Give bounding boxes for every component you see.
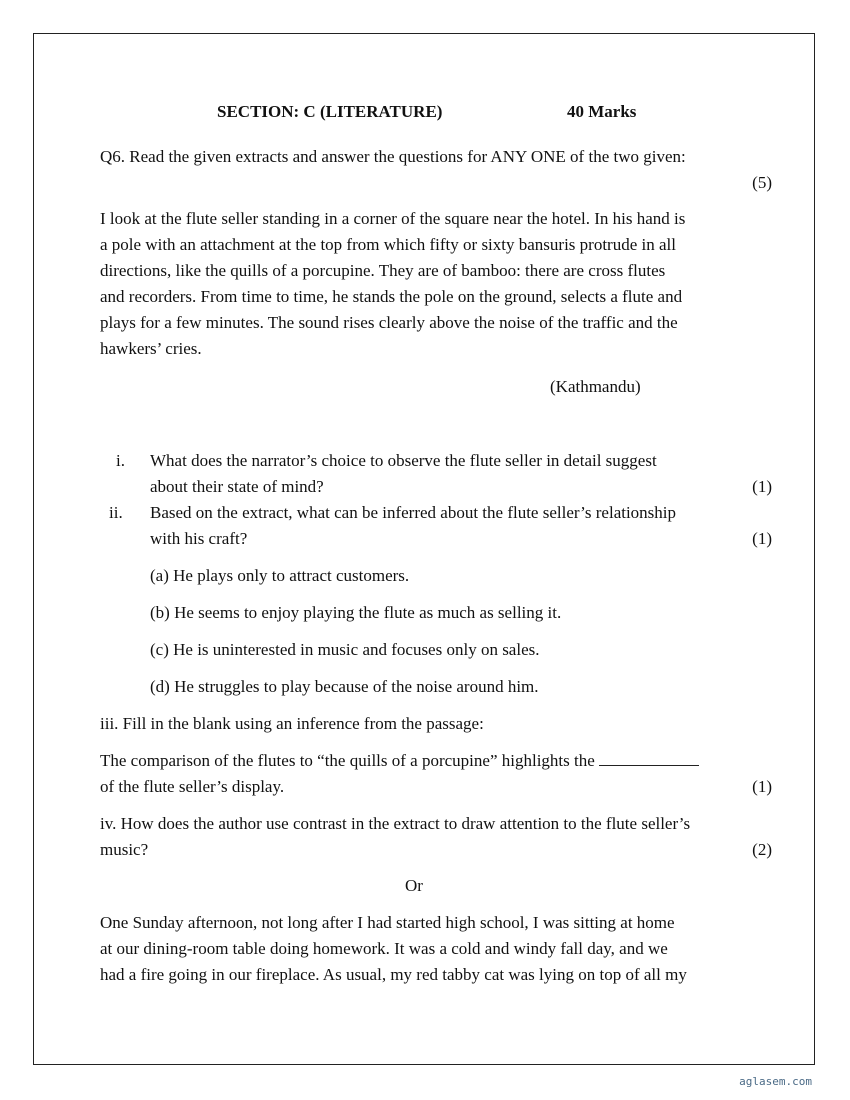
question-iii-text: The comparison of the flutes to “the quills of a porcupine” highlights the	[100, 751, 595, 770]
question-ii-number: ii.	[109, 503, 123, 522]
extract-1-source: (Kathmandu)	[550, 377, 641, 396]
q6-prompt: Q6. Read the given extracts and answer the questions for ANY ONE of the two given:	[100, 147, 686, 166]
question-i-marks: (1)	[752, 477, 772, 496]
question-i-line1: What does the narrator’s choice to observe the flute seller in detail suggest	[150, 451, 657, 470]
extract-1-line: a pole with an attachment at the top from which fifty or sixty bansuris protrude in all	[100, 235, 676, 254]
extract-1	[100, 206, 776, 362]
extract-1-line: plays for a few minutes. The sound rises clearly above the noise of the traffic and the	[100, 313, 678, 332]
extract-1-line: and recorders. From time to time, he stands the pole on the ground, selects a flute and	[100, 287, 683, 306]
question-iii-marks: (1)	[752, 777, 772, 796]
extract-1-line: directions, like the quills of a porcupine. They are of bamboo: there are cross flutes	[100, 261, 666, 280]
question-iii-prompt: iii. Fill in the blank using an inference from the passage:	[100, 714, 484, 733]
q6-marks: (5)	[752, 173, 772, 192]
question-ii-line1: Based on the extract, what can be inferred about the flute seller’s relationship	[150, 503, 677, 522]
extract-2-line: One Sunday afternoon, not long after I had started high school, I was sitting at home	[100, 913, 675, 932]
extract-2	[100, 910, 776, 988]
or-separator: Or	[405, 876, 423, 895]
extract-2-line: had a fire going in our fireplace. As usual, my red tabby cat was lying on top of all my	[100, 965, 687, 984]
question-i-line2: about their state of mind?	[150, 477, 324, 496]
extract-2-line: at our dining-room table doing homework. It was a cold and windy fall day, and we	[100, 939, 668, 958]
section-marks: 40 Marks	[567, 102, 637, 121]
fill-in-blank	[599, 749, 699, 766]
footer-watermark: aglasem.com	[739, 1075, 812, 1088]
question-ii-marks: (1)	[752, 529, 772, 548]
option-a: (a) He plays only to attract customers.	[150, 566, 410, 585]
question-iv-line2: music?	[100, 840, 149, 859]
question-i-number: i.	[116, 451, 125, 470]
option-d: (d) He struggles to play because of the noise around him.	[150, 677, 539, 696]
section-title: SECTION: C (LITERATURE)	[217, 102, 443, 121]
question-ii-line2: with his craft?	[150, 529, 248, 548]
extract-1-line: hawkers’ cries.	[100, 339, 202, 358]
option-c: (c) He is uninterested in music and focuses only on sales.	[150, 640, 540, 659]
question-iv-line1: iv. How does the author use contrast in the extract to draw attention to the flute seller’s	[100, 814, 691, 833]
question-iii-line1	[100, 748, 699, 774]
question-iv-marks: (2)	[752, 840, 772, 859]
extract-1-line: I look at the flute seller standing in a corner of the square near the hotel. In his hand is	[100, 209, 686, 228]
question-iii-line2: of the flute seller’s display.	[100, 777, 285, 796]
option-b: (b) He seems to enjoy playing the flute as much as selling it.	[150, 603, 562, 622]
